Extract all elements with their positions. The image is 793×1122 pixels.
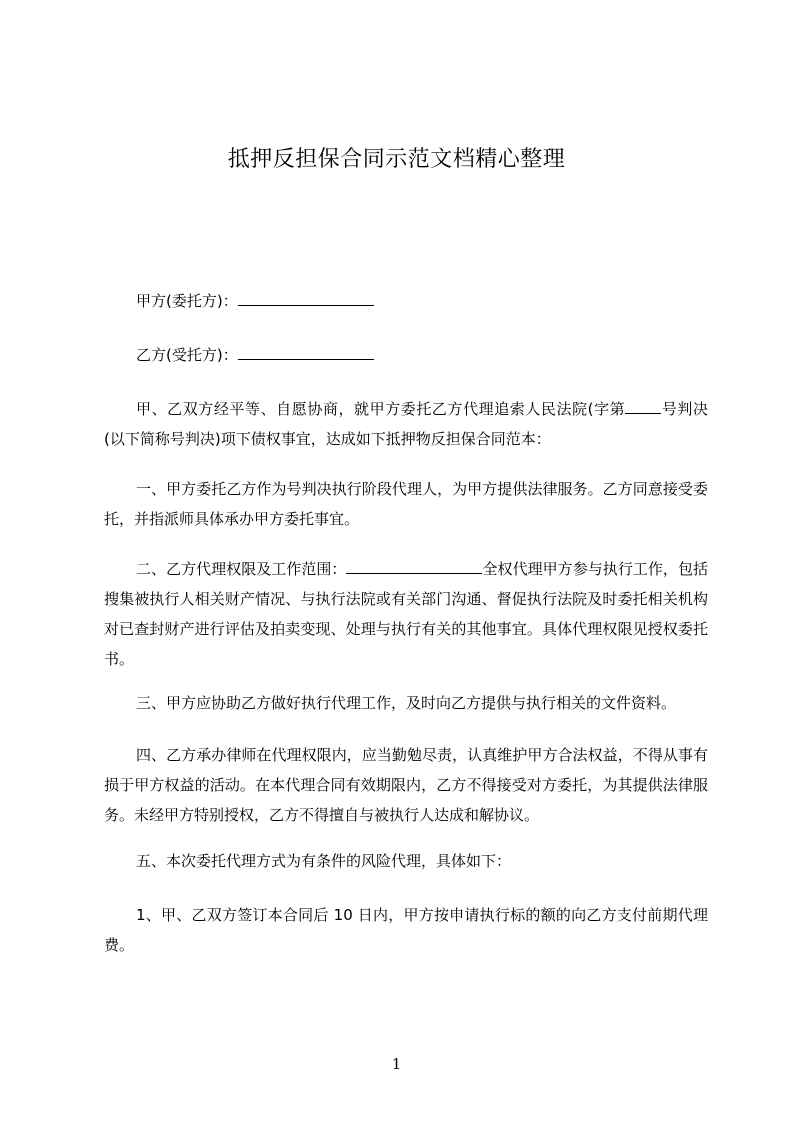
- party-a-blank: [238, 287, 374, 306]
- clause-3: 三、甲方应协助乙方做好执行代理工作，及时向乙方提供与执行相关的文件资料。: [136, 694, 677, 712]
- clause-1: 一、甲方委托乙方作为号判决执行阶段代理人，为甲方提供法律服务。乙方同意接受委托，并指派师具体承办甲方委托事宜。: [104, 480, 708, 528]
- clause-2-text-2: 全权代理甲方参与执行工作，包括搜集被执行人相关财产情况、与执行法院或有关部门沟通、督促执行法院及时委托相关机构对已查封财产进行评估及拍卖变现、处理与执行有关的其他事宜。具体代理权限见授权委托书。: [104, 560, 708, 668]
- party-b-blank: [238, 341, 374, 360]
- clause-2-text-1: 二、乙方代理权限及工作范围：: [136, 560, 347, 578]
- intro-paragraph: [104, 394, 708, 454]
- intro-text-1: 甲、乙双方经平等、自愿协商，就甲方委托乙方代理追索人民法院(字第: [136, 400, 626, 418]
- clause-4: 四、乙方承办律师在代理权限内，应当勤勉尽责，认真维护甲方合法权益，不得从事有损于甲方权益的活动。在本代理合同有效期限内，乙方不得接受对方委托，为其提供法律服务。未经甲方特别授权，乙方不得擅自与被执行人达成和解协议。: [104, 746, 708, 824]
- clause-2: [104, 554, 708, 674]
- clause-5-item-1: 1、甲、乙双方签订本合同后 10 日内，甲方按申请执行标的额的向乙方支付前期代理费。: [104, 906, 708, 954]
- scope-blank: [346, 555, 482, 574]
- party-b-label: 乙方(受托方)：: [136, 346, 238, 364]
- case-number-blank: [625, 395, 661, 414]
- clause-5: 五、本次委托代理方式为有条件的风险代理，具体如下：: [136, 852, 512, 870]
- document-title: 抵押反担保合同示范文档精心整理: [227, 147, 566, 172]
- party-a-label: 甲方(委托方)：: [136, 292, 238, 310]
- intro-text-2: 号判决(以下简称号判决)项下债权事宜，达成如下抵押物反担保合同范本：: [104, 400, 708, 448]
- party-a-line: [104, 286, 708, 316]
- party-b-line: [104, 340, 708, 370]
- page-number: 1: [391, 1055, 402, 1073]
